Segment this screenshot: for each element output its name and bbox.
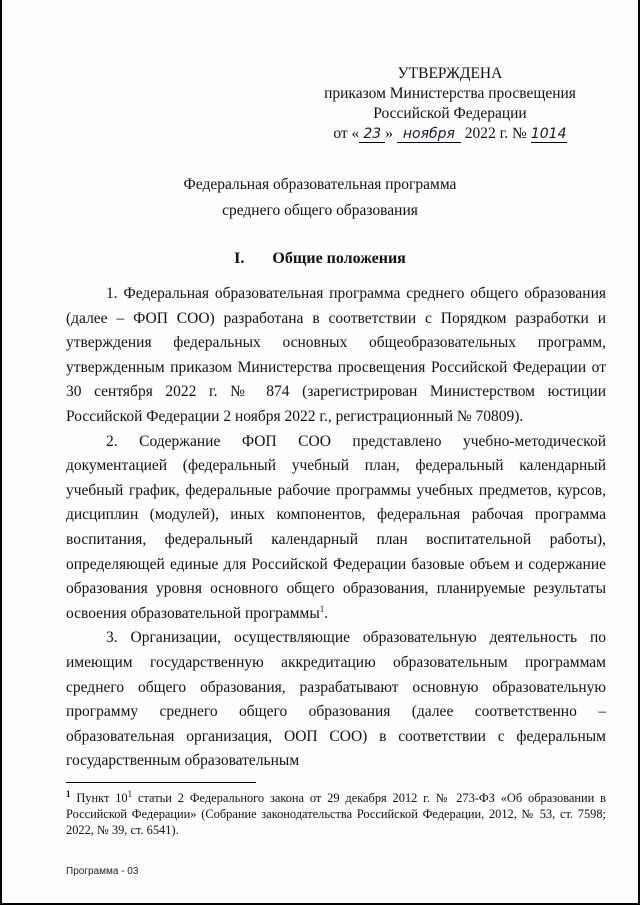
document-body bbox=[66, 282, 606, 774]
date-prefix: от « bbox=[333, 125, 360, 142]
approval-block bbox=[310, 64, 590, 144]
footnote-text-b: статьи 2 Федерального закона от 29 декабря 2012 г. № 273-ФЗ «Об образовании в Российской Федерации» (Собрание законодательства Российской Федерации, 2012, № 53, ст. 7598; 2022, № 39, ст. 6541). bbox=[66, 791, 606, 837]
footnote bbox=[66, 790, 606, 838]
paragraph-2 bbox=[66, 430, 606, 627]
document-title-line-1: Федеральная образовательная программа bbox=[183, 176, 457, 193]
footnote-text-a: Пункт 10 bbox=[70, 791, 128, 805]
handwritten-day: 23 bbox=[359, 126, 385, 143]
approval-country: Российской Федерации bbox=[373, 105, 527, 122]
handwritten-month: ноября bbox=[397, 126, 461, 143]
page-footer-label: Программа - 03 bbox=[66, 866, 139, 877]
section-number: I. bbox=[234, 250, 245, 267]
approval-date-line bbox=[310, 124, 590, 144]
document-title-line-2: среднего общего образования bbox=[222, 202, 418, 219]
date-year: 2022 г. № bbox=[464, 125, 527, 142]
approval-title: УТВЕРЖДЕНА bbox=[397, 65, 503, 82]
footnote-superscript: 1 bbox=[127, 788, 133, 799]
section-title: Общие положения bbox=[272, 250, 406, 267]
paragraph-2-text: 2. Содержание ФОП СОО представлено учебно-методической документацией (федеральный учебный план, федеральный календарный учебный график, федеральные рабочие программы учебных предметов, курсов, дисциплин (модулей), иных компонентов, федеральная рабочая программа воспитания, федеральный календарный план воспитательной работы), определяющей единые для Российской Федерации базовые объем и содержание образования уровня основного общего образования, планируемые результаты освоения образовательной программы bbox=[66, 432, 606, 622]
paragraph-3: 3. Организации, осуществляющие образовательную деятельность по имеющим государственную аккредитацию образовательным программам среднего общего образования, разрабатывают основную образовательную программу среднего общего образования (далее соответственно – образовательная организация, ООП СОО) в соответствии с федеральным государственным образовательным bbox=[66, 629, 606, 770]
handwritten-order-number: 1014 bbox=[530, 126, 567, 142]
approval-issuer: приказом Министерства просвещения bbox=[324, 85, 576, 102]
footnote-separator bbox=[66, 782, 256, 783]
scan-border-left bbox=[0, 0, 2, 905]
paragraph-1: 1. Федеральная образовательная программа среднего общего образования (далее – ФОП СОО) разработана в соответствии с Порядком разработки и утверждения федеральных основных общеобразовательных программ, утвержденным приказом Министерства просвещения Российской Федерации от 30 сентября 2022 г. № 874 (зарегистрирован Министерством юстиции Российской Федерации 2 ноября 2022 г., регистрационный № 70809). bbox=[66, 285, 606, 425]
date-mid: » bbox=[385, 125, 394, 142]
section-heading bbox=[0, 250, 640, 268]
footnote-mark: 1 bbox=[66, 788, 71, 799]
paragraph-2-end: . bbox=[324, 604, 329, 622]
footnote-reference[interactable]: 1 bbox=[319, 603, 325, 614]
